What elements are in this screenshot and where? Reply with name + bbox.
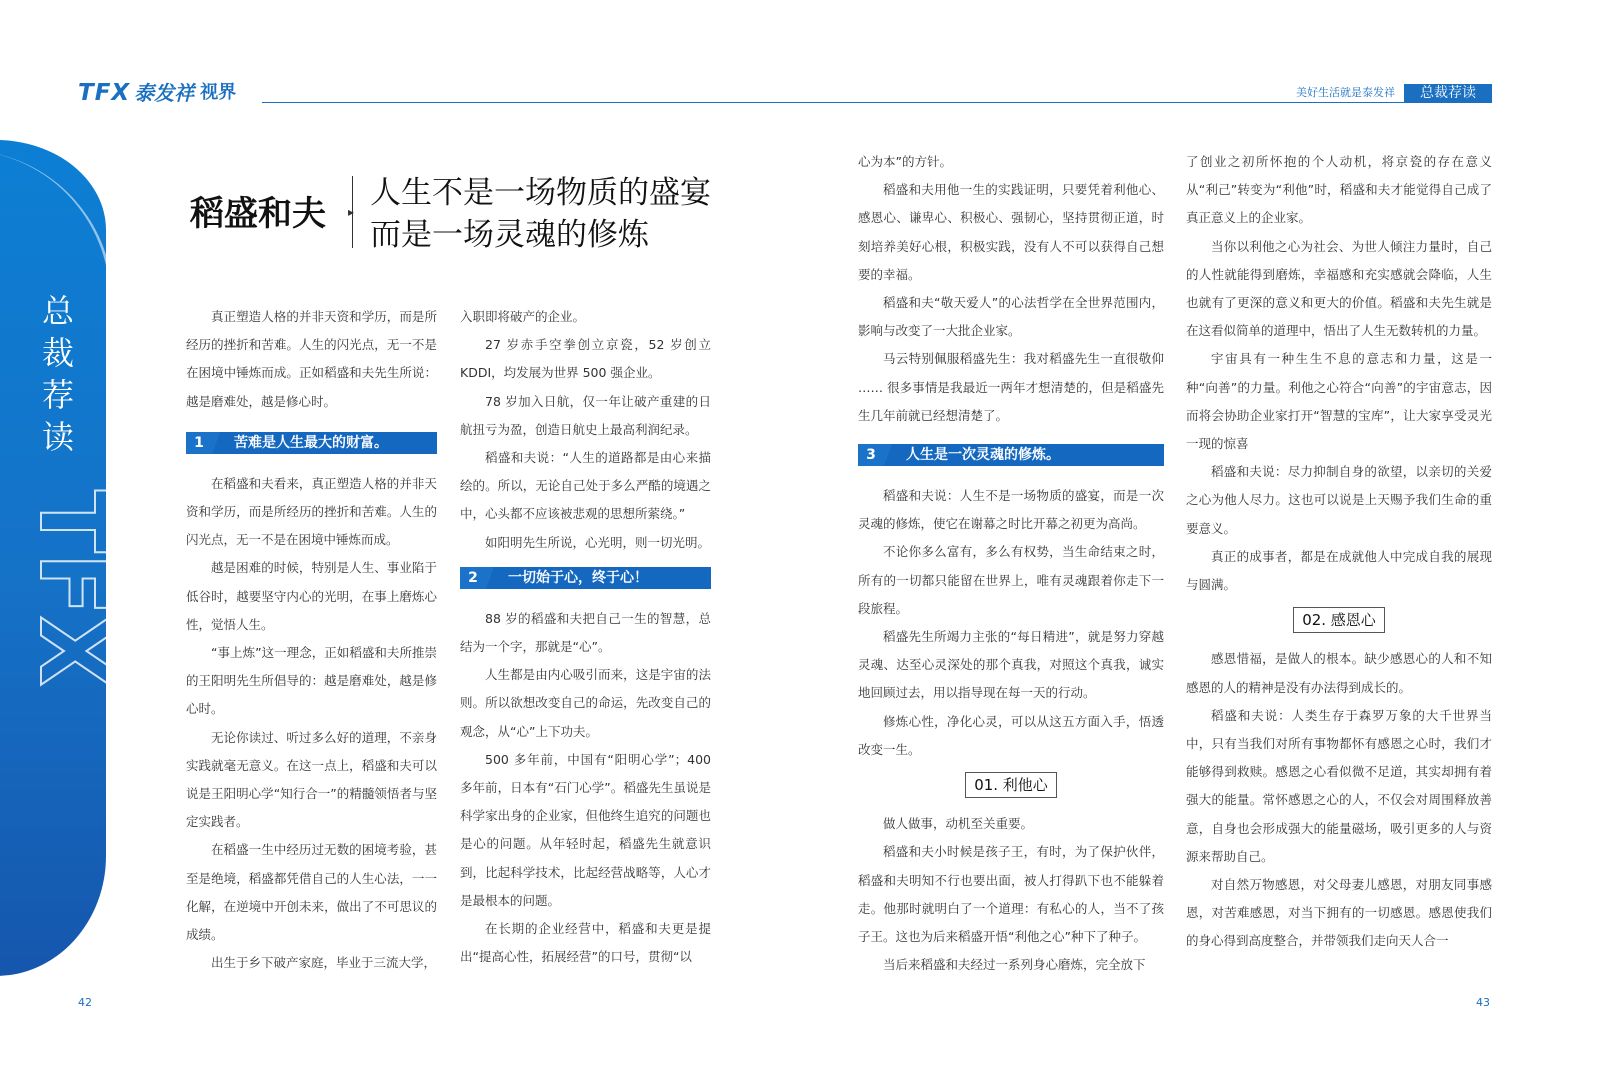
paragraph: 稻盛和夫用他一生的实践证明，只要凭着利他心、感恩心、谦卑心、积极心、强韧心，坚持贯彻正道，时刻培养美好心根，积极实践，没有人不可以获得自己想要的幸福。 — [858, 182, 1164, 282]
column-3 — [858, 148, 1164, 979]
section-heading-1 — [186, 432, 437, 454]
paragraph: 感恩惜福，是做人的根本。缺少感恩心的人和不知感恩的人的精神是没有办法得到成长的。 — [1186, 651, 1492, 695]
paragraph: 稻盛和夫小时候是孩子王，有时，为了保护伙伴，稻盛和夫明知不行也要出面，被人打得趴下也不能躲着走。他那时就明白了一个道理：有私心的人，当不了孩子王。这也为后来稻盛开悟“利他之心”种下了种子。 — [858, 844, 1164, 945]
article-title — [370, 172, 711, 256]
column-2 — [460, 303, 711, 971]
paragraph: 出生于乡下破产家庭，毕业于三流大学， — [211, 955, 437, 971]
section-heading-2 — [460, 567, 711, 589]
paragraph: 入职即将破产的企业。 — [460, 309, 586, 324]
section-tag: 总裁荐读 — [1404, 84, 1492, 103]
subheading-box-2 — [1186, 607, 1492, 635]
paragraph: 当后来稻盛和夫经过一系列身心磨炼，完全放下 — [883, 957, 1146, 973]
brand-logo — [78, 80, 236, 106]
section-title: 人生是一次灵魂的修炼。 — [884, 444, 1164, 466]
section-number: 1 — [186, 432, 212, 454]
page-number-left: 42 — [78, 996, 92, 1009]
paragraph: 真正塑造人格的并非天资和学历，而是所经历的挫折和苦难。人生的闪光点，无一不是在困境中锤炼而成。正如稻盛和夫先生所说：越是磨难处，越是修心时。 — [186, 309, 437, 409]
section-number: 2 — [460, 567, 486, 589]
subheading-box-1 — [858, 772, 1164, 800]
paragraph: 稻盛和夫说：人类生存于森罗万象的大千世界当中，只有当我们对所有事物都怀有感恩之心时，我们才能够得到救赎。感恩之心看似微不足道，其实却拥有着强大的能量。常怀感恩之心的人，不仅会对周围释放善意，自身也会形成强大的能量磁场，吸引更多的人与资源来帮助自己。 — [1186, 707, 1492, 864]
logo-tfx: TFX — [78, 80, 131, 106]
column-1 — [186, 303, 437, 977]
paragraph: 如阳明先生所说，心光明，则一切光明。 — [485, 534, 711, 550]
section-heading-3 — [858, 444, 1164, 466]
paragraph: 27 岁赤手空拳创立京瓷，52 岁创立 KDDI，均发展为世界 500 强企业。 — [460, 337, 711, 381]
paragraph: 在长期的企业经营中，稻盛和夫更是提出“提高心性，拓展经营”的口号，贯彻“以 — [460, 921, 711, 965]
header-rule — [262, 102, 1492, 103]
logo-chinese: 泰发祥 — [134, 81, 195, 105]
section-title: 苦难是人生最大的财富。 — [212, 432, 437, 454]
title-line-2: 而是一场灵魂的修炼 — [370, 217, 649, 253]
paragraph: 修炼心性，净化心灵，可以从这五方面入手，悟透改变一生。 — [858, 713, 1164, 757]
banner-tfx-watermark — [19, 490, 126, 687]
title-arrow-icon: ▸ — [348, 205, 355, 219]
paragraph: 稻盛和夫说：“人生的道路都是由心来描绘的。所以，无论自己处于多么严酷的境遇之中，心头都不应该被悲观的思想所萦绕。” — [460, 450, 711, 522]
paragraph: 心为本”的方针。 — [858, 154, 952, 169]
paragraph: 真正的成事者，都是在成就他人中完成自我的展现与圆满。 — [1186, 548, 1492, 593]
paragraph: 在稻盛和夫看来，真正塑造人格的并非天资和学历，而是所经历的挫折和苦难。人生的闪光点，无一不是在困境中锤炼而成。 — [186, 475, 437, 548]
banner-title: 总裁荐读 — [41, 292, 74, 456]
paragraph: 78 岁加入日航，仅一年让破产重建的日航扭亏为盈，创造日航史上最高利润纪录。 — [460, 393, 711, 437]
paragraph: 对自然万物感恩，对父母妻儿感恩，对朋友同事感恩，对苦难感恩，对当下拥有的一切感恩。感恩使我们的身心得到高度整合，并带领我们走向天人合一 — [1186, 877, 1492, 949]
paragraph: 稻盛先生所竭力主张的“每日精进”，就是努力穿越灵魂、达至心灵深处的那个真我，对照这个真我，诚实地回顾过去，用以指导现在每一天的行动。 — [858, 629, 1164, 701]
paragraph: 稻盛和夫说：人生不是一场物质的盛宴，而是一次灵魂的修炼，使它在谢幕之时比开幕之初更为高尚。 — [858, 488, 1164, 532]
article-author-name: 稻盛和夫 — [190, 194, 326, 234]
logo-view: 视界 — [200, 82, 237, 103]
paragraph: 做人做事，动机至关重要。 — [883, 816, 1034, 832]
section-number: 3 — [858, 444, 884, 466]
paragraph: 稻盛和夫说：尽力抑制自身的欲望，以亲切的关爱之心为他人尽力。这也可以说是上天赐予我们生命的重要意义。 — [1186, 464, 1492, 536]
paragraph: 宇宙具有一种生生不息的意志和力量，这是一种“向善”的力量。利他之心符合“向善”的宇宙意志，因而将会协助企业家打开“智慧的宝库”，让大家享受灵光一现的惊喜 — [1186, 351, 1492, 452]
paragraph: 不论你多么富有，多么有权势，当生命结束之时，所有的一切都只能留在世界上，唯有灵魂跟着你走下一段旅程。 — [858, 544, 1164, 616]
paragraph: 88 岁的稻盛和夫把自己一生的智慧，总结为一个字，那就是“心”。 — [460, 610, 711, 655]
paragraph: 人生都是由内心吸引而来，这是宇宙的法则。所以欲想改变自己的命运，先改变自己的观念，从“心”上下功夫。 — [460, 667, 711, 739]
header-slogan: 美好生活就是泰发祥 — [1296, 86, 1395, 99]
subheading-label: 01. 利他心 — [965, 772, 1057, 798]
paragraph: “事上炼”这一理念，正如稻盛和夫所推崇的王阳明先生所倡导的：越是磨难处，越是修心时。 — [186, 645, 437, 717]
page-number-right: 43 — [1476, 996, 1490, 1009]
paragraph: 越是困难的时候，特别是人生、事业陷于低谷时，越要坚守内心的光明，在事上磨炼心性，觉悟人生。 — [186, 560, 437, 632]
paragraph: 马云特别佩服稻盛先生：我对稻盛先生一直很敬仰 …… 很多事情是我最近一两年才想清楚的，但是稻盛先生几年前就已经想清楚了。 — [858, 351, 1164, 423]
paragraph: 在稻盛一生中经历过无数的困境考验，甚至是绝境，稻盛都凭借自己的人生心法，一一化解，在逆境中开创未来，做出了不可思议的成绩。 — [186, 842, 437, 943]
paragraph: 无论你读过、听过多么好的道理，不亲身实践就毫无意义。在这一点上，稻盛和夫可以说是王阳明心学“知行合一”的精髓领悟者与坚定实践者。 — [186, 729, 437, 830]
column-4 — [1186, 148, 1492, 956]
banner-tfx-letters: TFX — [19, 490, 126, 687]
section-title: 一切始于心，终于心！ — [486, 567, 711, 589]
paragraph: 500 多年前，中国有“阳明心学”；400 多年前，日本有“石门心学”。稻盛先生虽说是科学家出身的企业家，但他终生追究的问题也是心的问题。从年轻时起，稻盛先生就意识到，比起科学技术，比起经营战略等，人心才是最根本的问题。 — [460, 751, 711, 908]
title-line-1: 人生不是一场物质的盛宴 — [370, 175, 711, 211]
paragraph: 当你以利他之心为社会、为世人倾注力量时，自己的人性就能得到磨炼，幸福感和充实感就会降临，人生也就有了更深的意义和更大的价值。稻盛和夫先生就是在这看似简单的道理中，悟出了人生无数转机的力量。 — [1186, 238, 1492, 339]
paragraph: 了创业之初所怀抱的个人动机，将京瓷的存在意义从“利己”转变为“利他”时，稻盛和夫才能觉得自己成了真正意义上的企业家。 — [1186, 154, 1492, 226]
subheading-label: 02. 感恩心 — [1293, 607, 1385, 633]
paragraph: 稻盛和夫“敬天爱人”的心法哲学在全世界范围内，影响与改变了一大批企业家。 — [858, 295, 1164, 339]
